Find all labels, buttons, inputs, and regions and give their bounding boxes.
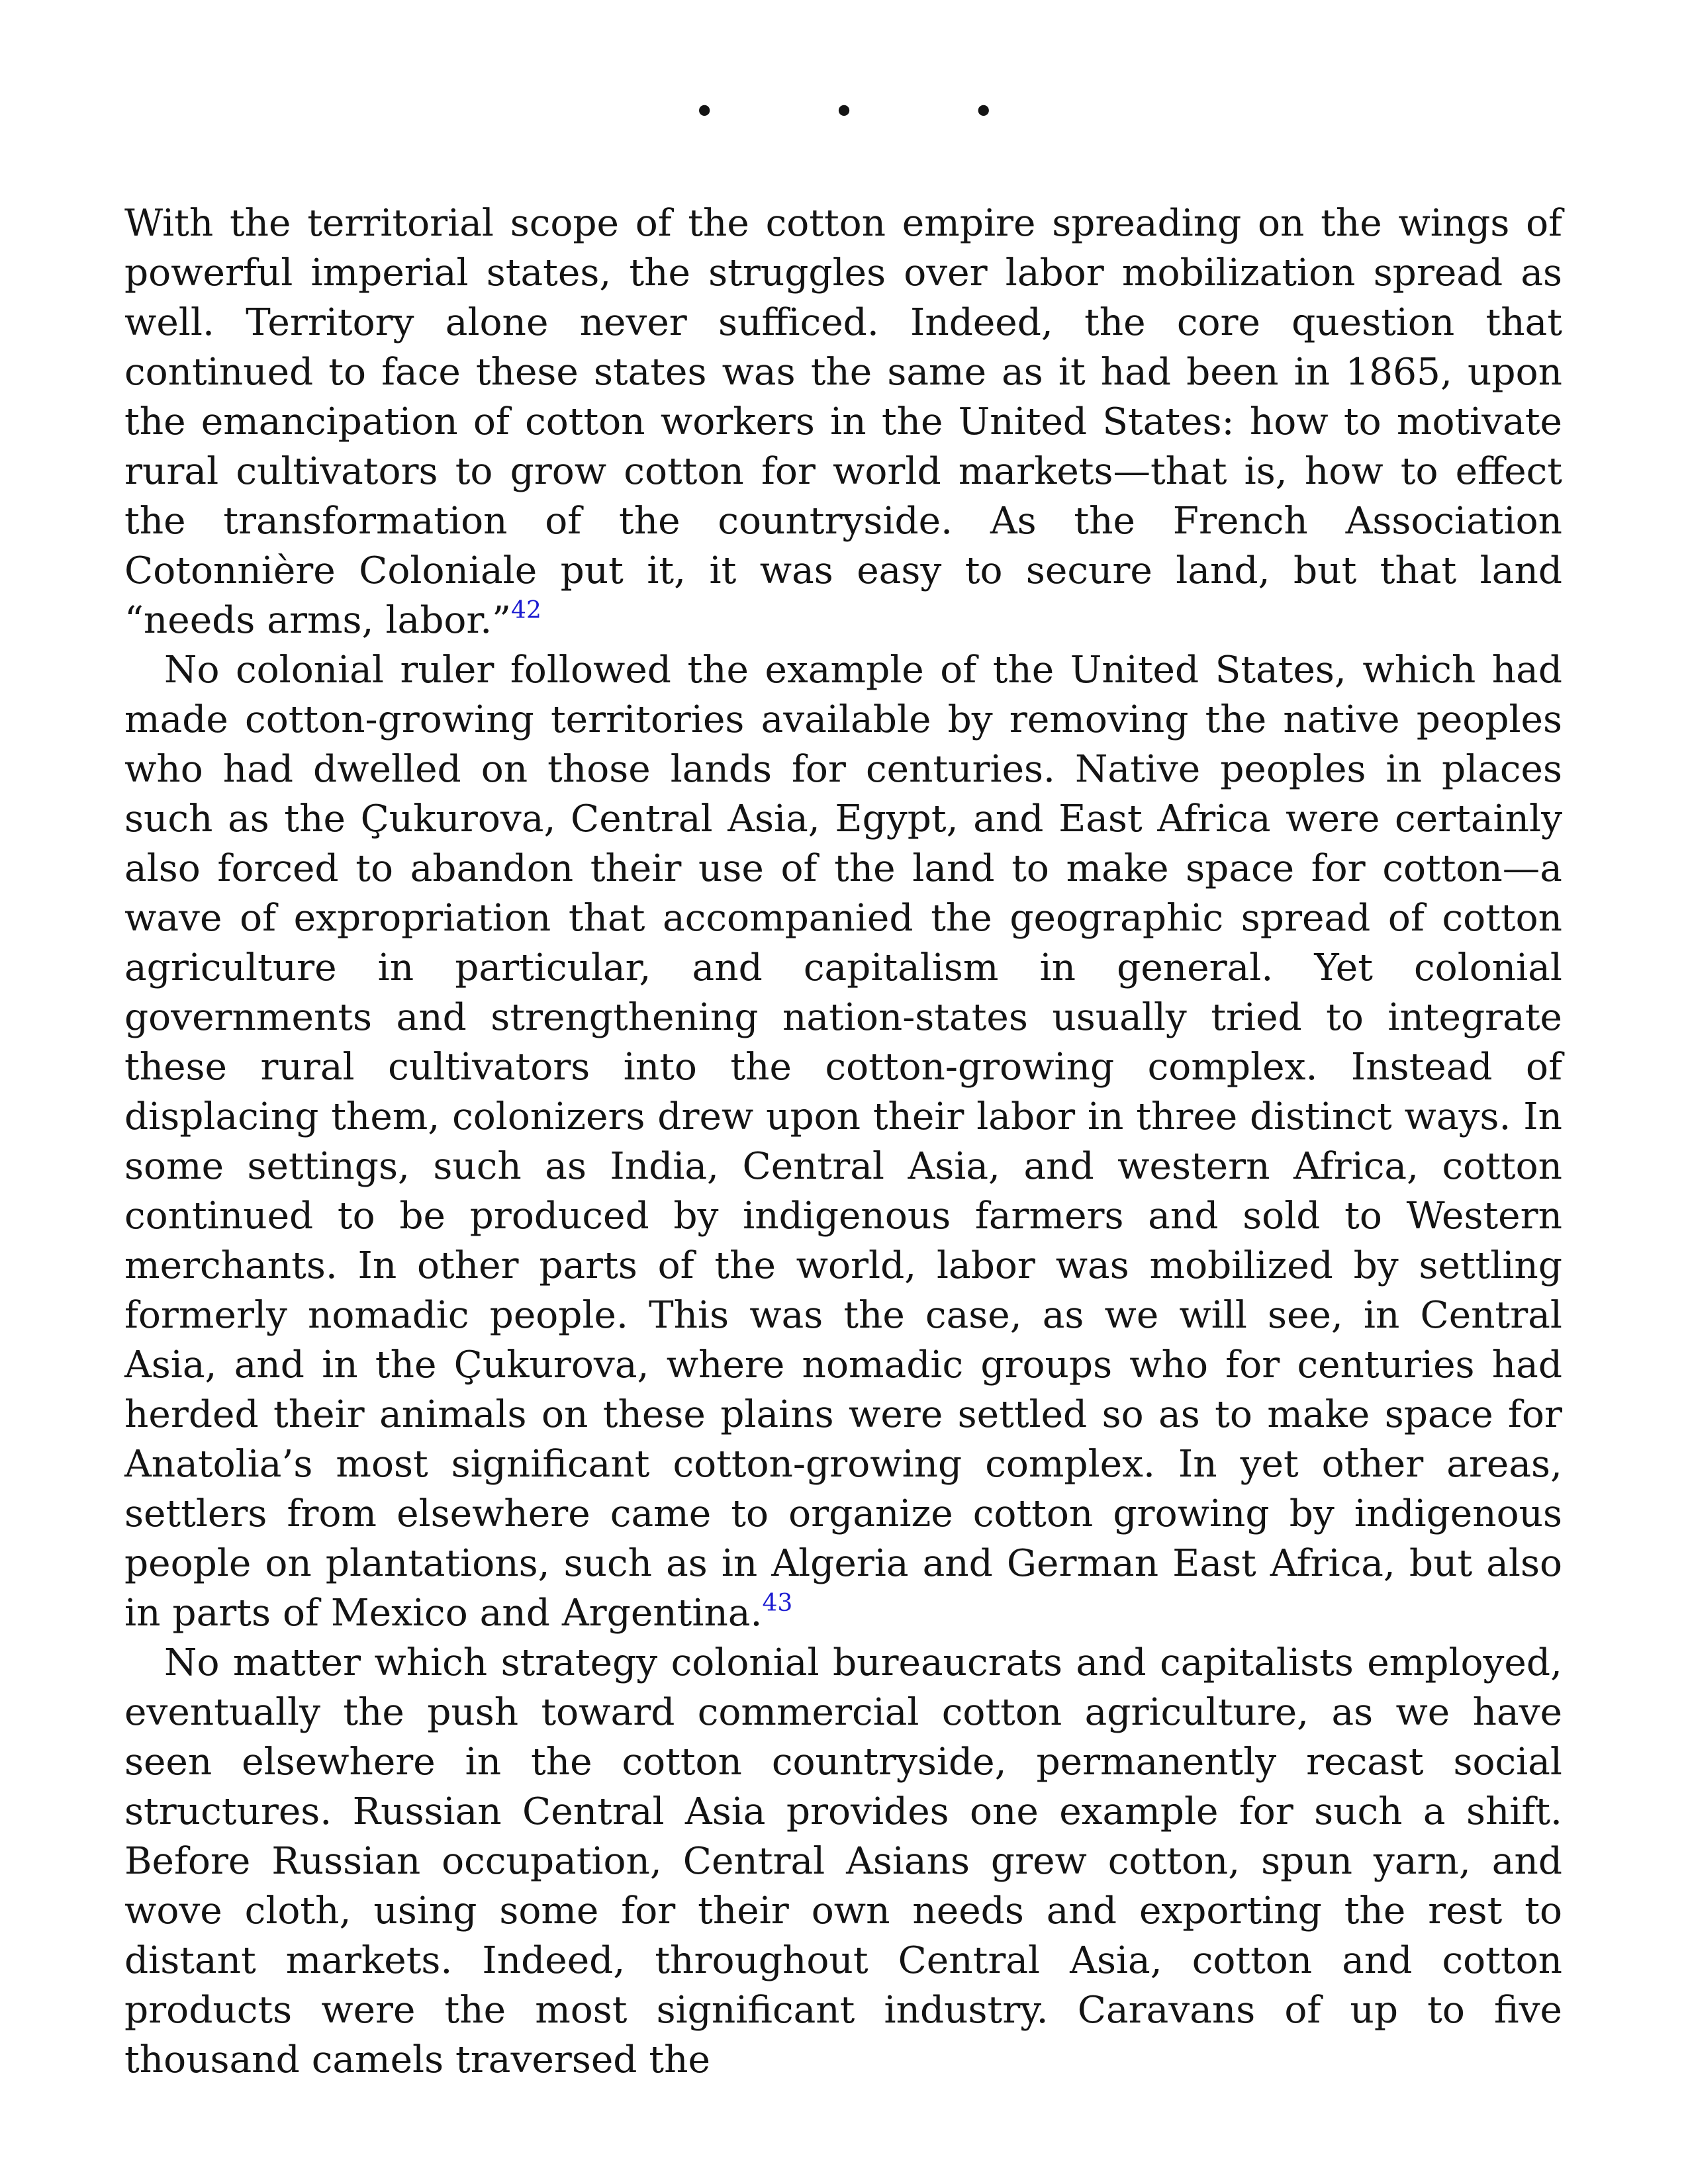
body-text bbox=[124, 199, 1562, 2085]
footnote-ref-42[interactable] bbox=[511, 597, 541, 624]
paragraph-3 bbox=[124, 1638, 1562, 2085]
footnote-link-42[interactable]: 42 bbox=[511, 597, 541, 624]
paragraph-2 bbox=[124, 645, 1562, 1638]
paragraph-1 bbox=[124, 199, 1562, 645]
paragraph-3-text: No matter which strategy colonial bureaucrats and capitalists employed, eventually the push toward commercial cotton agriculture, as we have seen elsewhere in the cotton countryside, permanently recast social structures. Russian Central Asia provides one example for such a shift. Before Russian occupation, Central Asians grew cotton, spun yarn, and wove cloth, using some for their own needs and exporting the rest to distant markets. Indeed, throughout Central Asia, cotton and cotton products were the most significant industry. Caravans of up to five thousand camels traversed the bbox=[124, 1641, 1562, 2081]
section-separator: • • • bbox=[693, 91, 1048, 134]
footnote-link-43[interactable]: 43 bbox=[762, 1590, 793, 1617]
paragraph-1-text: With the territorial scope of the cotton empire spreading on the wings of powerful imperial states, the struggles over labor mobilization spread as well. Territory alone never sufficed. Indeed, the core question that continued to face these states was the same as it had been in 1865, upon the emancipation of cotton workers in the United States: how to motivate rural cultivators to grow cotton for world markets—that is, how to effect the transformation of the countryside. As the French Association Cotonnière Coloniale put it, it was easy to secure land, but that land “needs arms, labor.” bbox=[124, 202, 1562, 642]
footnote-ref-43[interactable] bbox=[762, 1590, 792, 1617]
paragraph-2-text: No colonial ruler followed the example of the United States, which had made cotton-growing territories available by removing the native peoples who had dwelled on those lands for centuries. Native peoples in places such as the Çukurova, Central Asia, Egypt, and East Africa were certainly also forced to abandon their use of the land to make space for cotton—a wave of expropriation that accompanied the geographic spread of cotton agriculture in particular, and capitalism in general. Yet colonial governments and strengthening nation-states usually tried to integrate these rural cultivators into the cotton-growing complex. Instead of displacing them, colonizers drew upon their labor in three distinct ways. In some settings, such as India, Central Asia, and western Africa, cotton continued to be produced by indigenous farmers and sold to Western merchants. In other parts of the world, labor was mobilized by settling formerly nomadic people. This was the case, as we will see, in Central Asia, and in the Çukurova, where nomadic groups who for centuries had herded their animals on these plains were settled so as to make space for Anatolia’s most significant cotton-growing complex. In yet other areas, settlers from elsewhere came to organize cotton growing by indigenous people on plantations, such as in Algeria and German East Africa, but also in parts of Mexico and Argentina. bbox=[124, 649, 1562, 1635]
